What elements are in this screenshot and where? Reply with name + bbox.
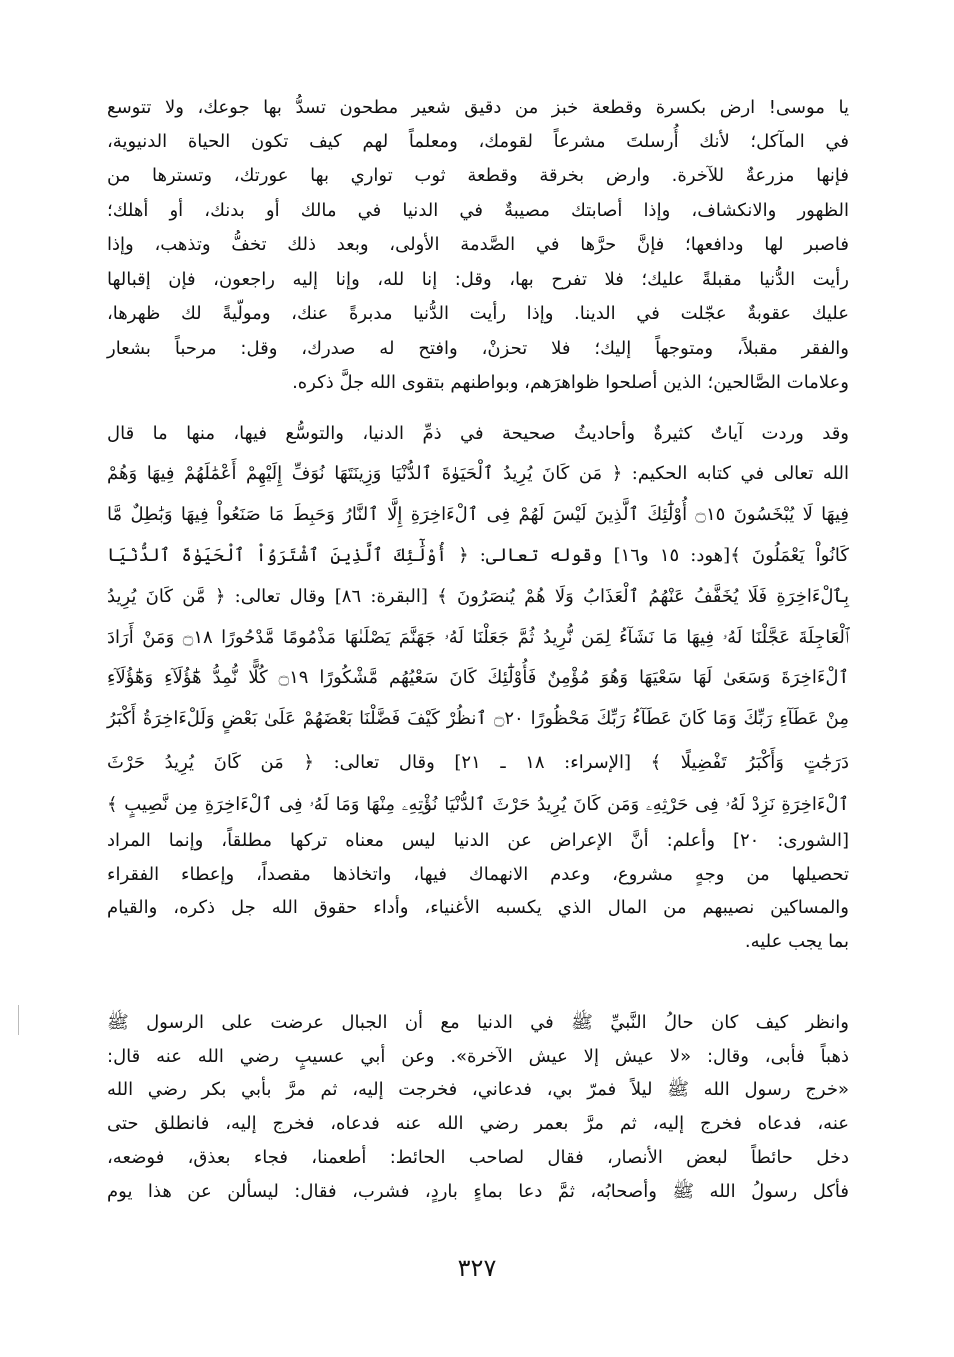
text-line: فاصبر لها ودافعها؛ فإنَّ حرَّها في الصَّدمة الأولى، وبعد ذلك تخفُّ وتذهب، وإذا <box>107 234 849 255</box>
text-line: الظهور والانكشاف، وإذا أصابتك مصيبةٌ في الدنيا في مالك أو بدنك، أو أهلك؛ <box>107 200 849 221</box>
text-line: فأكل رسولُ الله ﷺ وأصحابُه، ثمَّ دعا بماءٍ باردٍ، فشرب، فقال: ليسألن عن هذا يوم <box>107 1181 849 1202</box>
text-line: [الشورى: ٢٠] وأعلم: أنَّ الإعراض عن الدنيا ليس معناه تركها مطلقاً، وإنما المراد <box>107 830 849 851</box>
text-line: بما يجب عليه. <box>744 931 849 952</box>
text-line: بِٱلْءَاخِرَةِ فَلَا يُخَفَّفُ عَنْهُمُ ٱلْعَذَابُ وَلَا هُمْ يُنصَرُونَ ﴾ [البقرة: ٨٦] وقال تعالى: ﴿ مَّن كَانَ يُرِيدُ <box>107 586 849 607</box>
text-line: في المآكل؛ لأنك أُرسلتَ مشرعاً لقومك، ومعلماً لهم كيف تكون الحياة الدنيوية، <box>107 131 849 152</box>
text-line: مِنْ عَطَآءِ رَبِّكَ وَمَا كَانَ عَطَآءُ رَبِّكَ مَحْظُورًا ۝٢٠ ٱنظُرْ كَيْفَ فَضَّلْنَا بَعْضَهُمْ عَلَىٰ بَعْضٍ وَلَلْءَاخِرَةُ أَكْبَرُ <box>107 708 849 729</box>
text-line: «خرج رسول الله ﷺ ليلاً فمرّ بي، فدعاني، فخرجت إليه، ثم مرَّ بأبي بكر رضي الله <box>107 1079 849 1100</box>
page-number: ٣٢٧ <box>457 1254 497 1282</box>
text-line: وانظر كيف كان حالُ النَّبيِّ ﷺ في الدنيا مع أن الجبال عرضت على الرسول ﷺ <box>107 1012 849 1033</box>
text-line: كَانُواْ يَعْمَلُونَ ﴾[هود: ١٥ و١٦] وقوله تعالى: ﴿ أُوْلَٰٓئِكَ ٱلَّذِينَ ٱشْتَرَوُاْ ٱلْحَيَوٰةَ ٱلدُّنْيَا <box>107 545 849 566</box>
text-line: دَرَجَٰتٍ وَأَكْبَرُ تَفْضِيلًا ﴾ [الإسراء: ١٨ ـ ٢١] وقال تعالى: ﴿ مَن كَانَ يُرِيدُ حَرْثَ <box>107 752 850 773</box>
text-line: يا موسى! ارض بكسرة وقطعة خبز من دقيق شعير مطحون تسدُّ بها جوعك، ولا تتوسع <box>107 97 849 118</box>
text-line: وقد وردت آياتٌ كثيرةٌ وأحاديثُ صحيحة في ذمِّ الدنيا، والتوسُّع فيها، منها ما قال <box>107 423 849 444</box>
text-line: تحصيلها من وجهٍ مشروع، وعدم الانهماك فيها، واتخاذها مقصداً، وإعطاء الفقراء <box>107 864 849 885</box>
text-line: دخل حائطاً لبعض الأنصار، فقال لصاحب الحائط: أطعمنا، فجاء بعذق، فوضعه، <box>107 1147 849 1168</box>
scan-margin-mark <box>18 1005 19 1035</box>
text-line: فِيهَا لَا يُبْخَسُونَ ۝١٥ أُوْلَٰٓئِكَ ٱلَّذِينَ لَيْسَ لَهُمْ فِى ٱلْءَاخِرَةِ إِلَّا ٱلنَّارُ وَحَبِطَ مَا صَنَعُواْ فِيهَا وَبَٰطِلٌ مَّا <box>107 504 849 525</box>
text-line: والمساكين نصيبهم من المال الذي يكسبه الأغنياء، وأداء حقوق الله جل ذكره، والقيام <box>107 897 849 918</box>
text-line: الله تعالى في كتابه الحكيم: ﴿ مَن كَانَ يُرِيدُ ٱلْحَيَوٰةَ ٱلدُّنْيَا وَزِينَتَهَا نُوَفِّ إِلَيْهِمْ أَعْمَٰلَهُمْ فِيهَا وَهُمْ <box>107 463 849 484</box>
text-line: ٱلْءَاخِرَةِ نَزِدْ لَهُۥ فِى حَرْثِهِۦ وَمَن كَانَ يُرِيدُ حَرْثَ ٱلدُّنْيَا نُؤْتِهِۦ مِنْهَا وَمَا لَهُۥ فِى ٱلْءَاخِرَةِ مِن نَّصِيبٍ ﴾ <box>107 794 849 815</box>
text-line: ذهباً فأبى، وقال: «لا عيش إلا عيش الآخرة». وعن أبي عسيبٍ رضي الله عنه قال: <box>107 1046 849 1067</box>
text-line: ٱلْعَاجِلَةَ عَجَّلْنَا لَهُۥ فِيهَا مَا نَشَآءُ لِمَن نُّرِيدُ ثُمَّ جَعَلْنَا لَهُۥ جَهَنَّمَ يَصْلَىٰهَا مَذْمُومًا مَّدْحُورًا ۝١٨ وَمَنْ أَرَادَ <box>107 627 849 648</box>
text-line: رأيت الدُّنيا مقبلةً عليك؛ فلا تفرح بها، وقل: إنا لله، وإنا إليه راجعون، فإن إقبالها <box>107 269 849 290</box>
text-line: عنه، فدعاه فخرج إليه، ثم مرَّ بعمر رضي الله عنه فدعاه، فخرج إليه، فانطلق حتى <box>107 1113 849 1134</box>
text-line: ٱلْءَاخِرَةَ وَسَعَىٰ لَهَا سَعْيَهَا وَهُوَ مُؤْمِنٌ فَأُوْلَٰٓئِكَ كَانَ سَعْيُهُم مَّشْكُورًا ۝١٩ كُلًّا نُّمِدُّ هَٰٓؤُلَآءِ وَهَٰٓؤُلَآءِ <box>107 667 849 688</box>
text-line: والفقر مقبلاً، ومتوجهاً إليك؛ فلا تحزنْ، وافتح له صدرك، وقل: مرحباً بشعار <box>107 338 849 359</box>
text-line: عليك عقوبةٌ عجّلت في الدينا. وإذا رأيت الدُّنيا مدبرةً عنك، ومولّيةً لك ظهرها، <box>107 303 849 324</box>
text-line: فإنها مزرعةٌ للآخرة. وارض بخرقة وقطعة ثوب تواري بها عورتك، وتسترها من <box>107 165 849 186</box>
text-line: وعلامات الصَّالحين؛ الذين أصلحوا ظواهرَهم، وبواطنهم بتقوى الله جلَّ ذكره. <box>292 372 849 393</box>
